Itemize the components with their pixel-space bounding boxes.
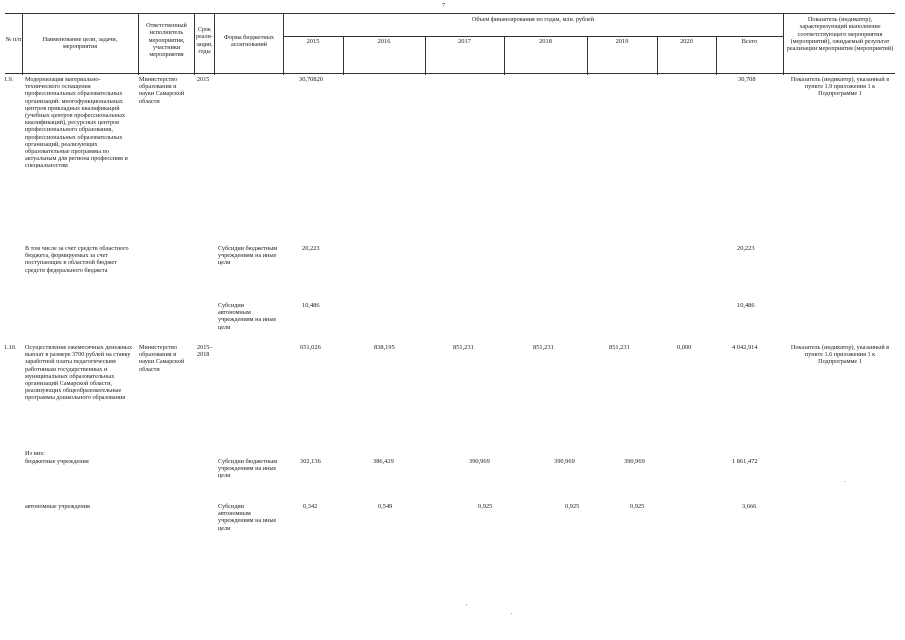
page-number: 7 [442,3,445,9]
row-budget-form: Субсидии бюджетным учреждениям на иные цели [218,458,278,480]
row-name: Осуществление ежемесячных денежных выплат в размере 3700 рублей на ставку заработной платы педагогическим работникам государственных и муниципальных образовательных организаций Самарской области, реализующих общеобразовательные программы дошкольного образования [25,344,133,402]
value-2015: 0,342 [303,503,318,510]
row-budget-form: Субсидии автономным учреждениям на иные цели [218,503,277,532]
value-2018: 851,231 [533,344,554,351]
value-2019: 390,969 [624,458,645,465]
value-2020: 0,000 [677,344,692,351]
header-executor: Ответственный исполнитель мероприятия, участники мероприятия [146,22,187,59]
header-year-2020: 2020 [680,38,693,45]
value-2016: 838,195 [374,344,395,351]
header-total: Всего [741,38,758,45]
value-2015: 651,026 [300,344,321,351]
value-2017: 851,231 [453,344,474,351]
row-term: 2015–2018 [197,344,213,359]
row-number: 1.10. [4,344,17,351]
value-2015: 20,223 [302,245,320,252]
value-2015: 10,486 [302,302,320,309]
finance-sub-border [283,36,783,37]
row-name: В том числе за счет средств областного бюджета, формируемых за счет поступающих в областной бюджет средств федерального бюджета [25,245,129,274]
header-year-2019: 2019 [615,38,629,45]
value-2015: 30,70820 [299,76,323,83]
scan-speck: ' [466,604,468,610]
value-total: 1 861,472 [732,458,758,465]
header-name: Наименование цели, задачи, мероприятия [42,36,118,51]
value-2018: 0,925 [565,503,580,510]
value-2019: 0,925 [630,503,645,510]
row-name: бюджетные учреждения [25,458,89,465]
header-year-2016: 2016 [377,38,391,45]
value-2015: 302,136 [300,458,321,465]
scan-speck: . [511,610,513,616]
value-total: 20,223 [737,245,755,252]
header-budget-form: Форма бюджетных ассигнований [224,34,274,49]
row-name: Модернизация материально-технического оснащения профессиональных образовательных организаций: многофункциональных центров прикладных квалификаций (учебных центров профессиональных квалификаций), ресурсных центров профессионального образования, профессиональных образовательных организаций, реализующих образовательные программы по актуальным для региона профессиям и специальностям [25,76,128,170]
value-2016: 386,429 [373,458,394,465]
col-divider [22,13,23,75]
row-executor: Министерство образования и науки Самарской области [139,76,185,105]
value-total: 30,708 [738,76,756,83]
value-total: 3,666 [742,503,757,510]
value-total: 10,486 [737,302,755,309]
col-divider [783,13,784,75]
row-name-prefix: Из них: [25,450,45,457]
value-2018: 390,969 [554,458,575,465]
value-2017: 390,969 [469,458,490,465]
row-number: 1.9. [4,76,14,83]
header-year-2015: 2015 [306,38,320,45]
header-finance: Объем финансирования по годам, млн. рублей [471,16,595,23]
row-budget-form: Субсидии бюджетным учреждениям на иные цели [218,245,278,267]
value-2016: 0,549 [378,503,393,510]
header-year-2018: 2018 [539,38,552,45]
header-indicator: Показатель (индикатор), характеризующий выполнение соответствующего мероприятия (мероприятий), ожидаемый результат реализации мероприятия (мероприятий) [786,16,894,53]
value-total: 4 042,914 [732,344,758,351]
header-num: № п/п [5,36,22,43]
row-indicator: Показатель (индикатор), указанный в пункте 1.9 приложения 1 к Подпрограмме 1 [790,76,890,98]
row-term: 2015 [197,76,210,83]
row-indicator: Показатель (индикатор), указанный в пункте 1.6 приложения 1 к Подпрограмме 1 [790,344,890,366]
value-2019: 851,231 [609,344,630,351]
header-term: Срок реали-зации, годы [196,27,213,55]
scan-speck: . [844,478,846,484]
row-budget-form: Субсидии автономным учреждениям на иные цели [218,302,277,331]
row-executor: Министерство образования и науки Самарской области [139,344,185,373]
value-2017: 0,925 [478,503,493,510]
header-year-2017: 2017 [458,38,471,45]
row-name: автономные учреждения [25,503,90,510]
